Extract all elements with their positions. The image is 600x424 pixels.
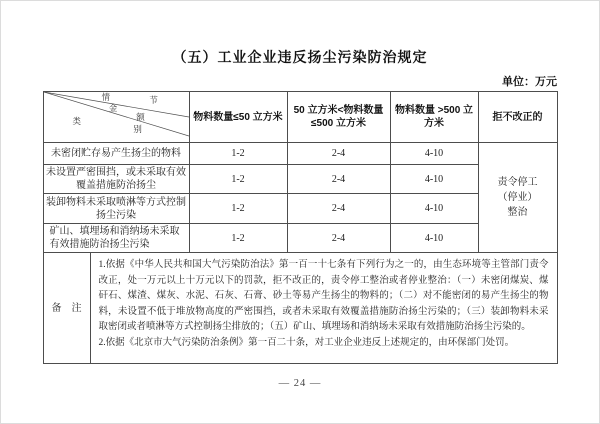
fee-value: 4-10 <box>390 165 478 194</box>
remarks-body <box>91 253 557 363</box>
fee-value: 1-2 <box>189 194 287 224</box>
corner-label-e: 额 <box>136 111 145 122</box>
unit-label: 单位：万元 <box>502 76 557 88</box>
row-label-enclosure: 未设置严密围挡，或未采取有效覆盖措施防治扬尘 <box>43 165 189 194</box>
table-row <box>43 143 557 165</box>
penalty-line: 责令停工 <box>497 177 538 188</box>
fee-value: 2-4 <box>287 165 390 194</box>
fee-value: 2-4 <box>287 194 390 224</box>
page-number: — 24 — <box>278 378 322 389</box>
remark-item-2: 2.依据《北京市大气污染防治条例》第一百二十条，对工业企业违反上述规定的，由环保部门处罚。 <box>98 337 515 348</box>
remarks-cell <box>43 253 557 364</box>
penalty-line: 整治 <box>507 207 528 218</box>
penalty-line: （停业） <box>497 192 538 203</box>
fee-value: 1-2 <box>189 143 287 165</box>
fee-value: 1-2 <box>189 165 287 194</box>
fee-value: 2-4 <box>287 224 390 253</box>
fee-value: 4-10 <box>390 224 478 253</box>
fee-value: 2-4 <box>287 143 390 165</box>
corner-label-jin: 金 <box>108 103 118 113</box>
refusal-penalty-cell <box>478 143 557 253</box>
corner-label-jie: 节 <box>149 94 158 105</box>
remark-item-1: 1.依据《中华人民共和国大气污染防治法》第一百一十七条有下列行为之一的，由生态环境等主管部门责令改正，处一万元以上十万元以下的罚款，拒不改正的，责令停工整治或者停业整治：（一）未密闭煤炭、煤矸石、煤渣、煤灰、水泥、石灰、石膏、砂土等易产生扬尘的物料的；（二）对不能密闭的易产生扬尘的物料，未设置不低于堆放物高度的严密围挡，或者未采取有效覆盖措施防治扬尘污染的；（三）装卸物料未采取密闭或者喷淋等方式控制扬尘排放的；（五）矿山、填埋场和消纳场未采取有效措施防治扬尘污染的。 <box>98 260 549 332</box>
diagonal-lines <box>44 92 189 142</box>
fee-value: 1-2 <box>189 224 287 253</box>
corner-label-bie: 别 <box>133 124 142 134</box>
column-header-qty-gt500: 物料数量 >500 立方米 <box>390 92 478 143</box>
row-label-storage: 未密闭贮存易产生扬尘的物料 <box>43 143 189 165</box>
corner-label-qing: 情 <box>101 92 111 102</box>
diagonal-corner-cell <box>43 92 189 143</box>
column-header-qty-le50: 物料数量≤50 立方米 <box>189 92 287 143</box>
table-header-row <box>43 92 557 143</box>
fee-value: 4-10 <box>390 194 478 224</box>
fee-value: 4-10 <box>390 143 478 165</box>
page-title: （五）工业企业违反扬尘污染防治规定 <box>172 49 428 65</box>
dust-pollution-fee-table <box>43 91 558 364</box>
corner-label-lei: 类 <box>72 115 82 126</box>
row-label-mine: 矿山、填埋场和消纳场未采取有效措施防治扬尘污染 <box>43 224 189 253</box>
column-header-refusal: 拒不改正的 <box>478 92 557 143</box>
column-header-qty-50-500: 50 立方米<物料数量≤500 立方米 <box>287 92 390 143</box>
remarks-label: 备 注 <box>44 253 91 363</box>
row-label-loading: 装卸物料未采取喷淋等方式控制扬尘污染 <box>43 194 189 224</box>
remarks-row <box>43 253 557 364</box>
